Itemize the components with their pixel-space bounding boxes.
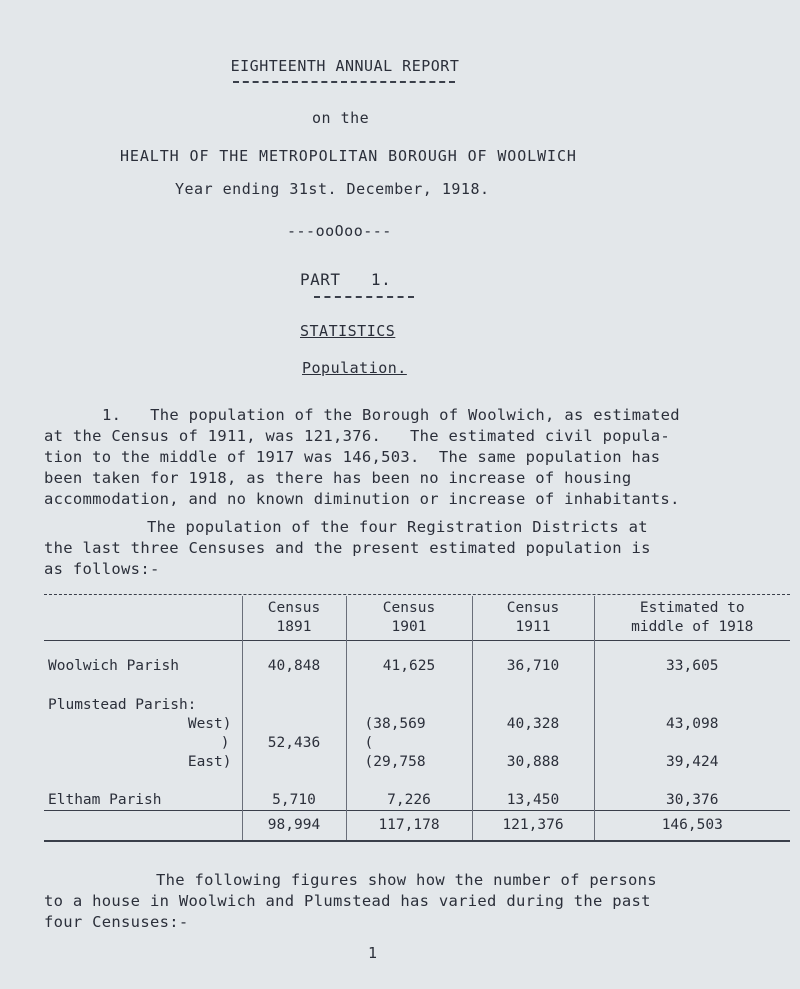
cell-blank (242, 713, 346, 735)
page-number: 1 (368, 944, 378, 962)
on-the-text: on the (312, 109, 370, 127)
table-row (44, 735, 790, 751)
report-title: EIGHTEENTH ANNUAL REPORT (230, 57, 460, 75)
part-heading: PART 1. (300, 270, 392, 289)
table-row (44, 641, 790, 691)
separator: ---ooOoo--- (287, 222, 392, 240)
cell-eltham-1911: 13,450 (472, 773, 594, 811)
cell-bracket-1901: ( (346, 735, 472, 751)
cell-blank (594, 691, 790, 713)
row-label-plumstead: Plumstead Parish: (48, 696, 197, 713)
header-census-1911: Census 1911 (472, 596, 594, 641)
row-label-woolwich: Woolwich Parish (48, 657, 179, 674)
cell-eltham-est: 30,376 (594, 773, 790, 811)
paragraph-line: The population of the four Registration Districts at (147, 518, 648, 536)
paragraph-line: tion to the middle of 1917 was 146,503. The same population has (44, 448, 661, 466)
paragraph-population-estimate (44, 405, 680, 510)
cell-eltham-1891: 5,710 (242, 773, 346, 811)
report-subtitle: HEALTH OF THE METROPOLITAN BOROUGH OF WOOLWICH (120, 147, 577, 165)
cell-blank (472, 735, 594, 751)
cell-plumstead-1891: 52,436 (242, 735, 346, 751)
cell-total-1911: 121,376 (472, 811, 594, 841)
cell-woolwich-1891: 40,848 (242, 641, 346, 691)
paragraph-districts-intro (44, 517, 651, 580)
cell-blank (594, 735, 790, 751)
cell-woolwich-est: 33,605 (594, 641, 790, 691)
cell-blank (44, 811, 242, 841)
paragraph-persons-per-house (44, 870, 657, 933)
cell-blank (242, 691, 346, 713)
cell-eltham-1901: 7,226 (346, 773, 472, 811)
table-header-row (44, 596, 790, 641)
header-census-1891: Census 1891 (242, 596, 346, 641)
header-estimated-1918: Estimated to middle of 1918 (594, 596, 790, 641)
table-top-rule (44, 594, 790, 595)
paragraph-line: accommodation, and no known diminution or increase of inhabitants. (44, 490, 680, 508)
paragraph-line: four Censuses:- (44, 913, 189, 931)
table-total-row (44, 811, 790, 841)
paragraph-line: 1. The population of the Borough of Woolwich, as estimated (102, 406, 680, 424)
cell-blank (242, 751, 346, 773)
cell-blank (346, 691, 472, 713)
section-heading: STATISTICS (300, 322, 396, 340)
cell-woolwich-1901: 41,625 (346, 641, 472, 691)
cell-west-1901: (38,569 (346, 713, 472, 735)
cell-total-1891: 98,994 (242, 811, 346, 841)
cell-west-est: 43,098 (594, 713, 790, 735)
table-row (44, 773, 790, 811)
paragraph-line: at the Census of 1911, was 121,376. The estimated civil popula- (44, 427, 671, 445)
row-label-bracket: ) (220, 734, 230, 751)
cell-total-est: 146,503 (594, 811, 790, 841)
table-row (44, 751, 790, 773)
cell-west-1911: 40,328 (472, 713, 594, 735)
paragraph-line: the last three Censuses and the present estimated population is (44, 539, 651, 557)
subsection-heading: Population. (302, 359, 407, 377)
header-blank (44, 596, 242, 641)
title-underline (233, 81, 455, 83)
table-row (44, 713, 790, 735)
cell-east-1901: (29,758 (346, 751, 472, 773)
paragraph-line: been taken for 1918, as there has been no increase of housing (44, 469, 632, 487)
cell-east-est: 39,424 (594, 751, 790, 773)
paragraph-line: as follows:- (44, 560, 160, 578)
cell-east-1911: 30,888 (472, 751, 594, 773)
cell-total-1901: 117,178 (346, 811, 472, 841)
part-underline (314, 296, 414, 298)
year-line: Year ending 31st. December, 1918. (175, 180, 490, 198)
table-row (44, 691, 790, 713)
paragraph-line: The following figures show how the number of persons (156, 871, 657, 889)
header-census-1901: Census 1901 (346, 596, 472, 641)
paragraph-line: to a house in Woolwich and Plumstead has varied during the past (44, 892, 651, 910)
cell-woolwich-1911: 36,710 (472, 641, 594, 691)
row-label-eltham: Eltham Parish (48, 792, 162, 808)
row-label-east: East) (187, 753, 232, 770)
row-label-west: West) (187, 715, 232, 732)
cell-blank (472, 691, 594, 713)
population-table (44, 596, 790, 842)
